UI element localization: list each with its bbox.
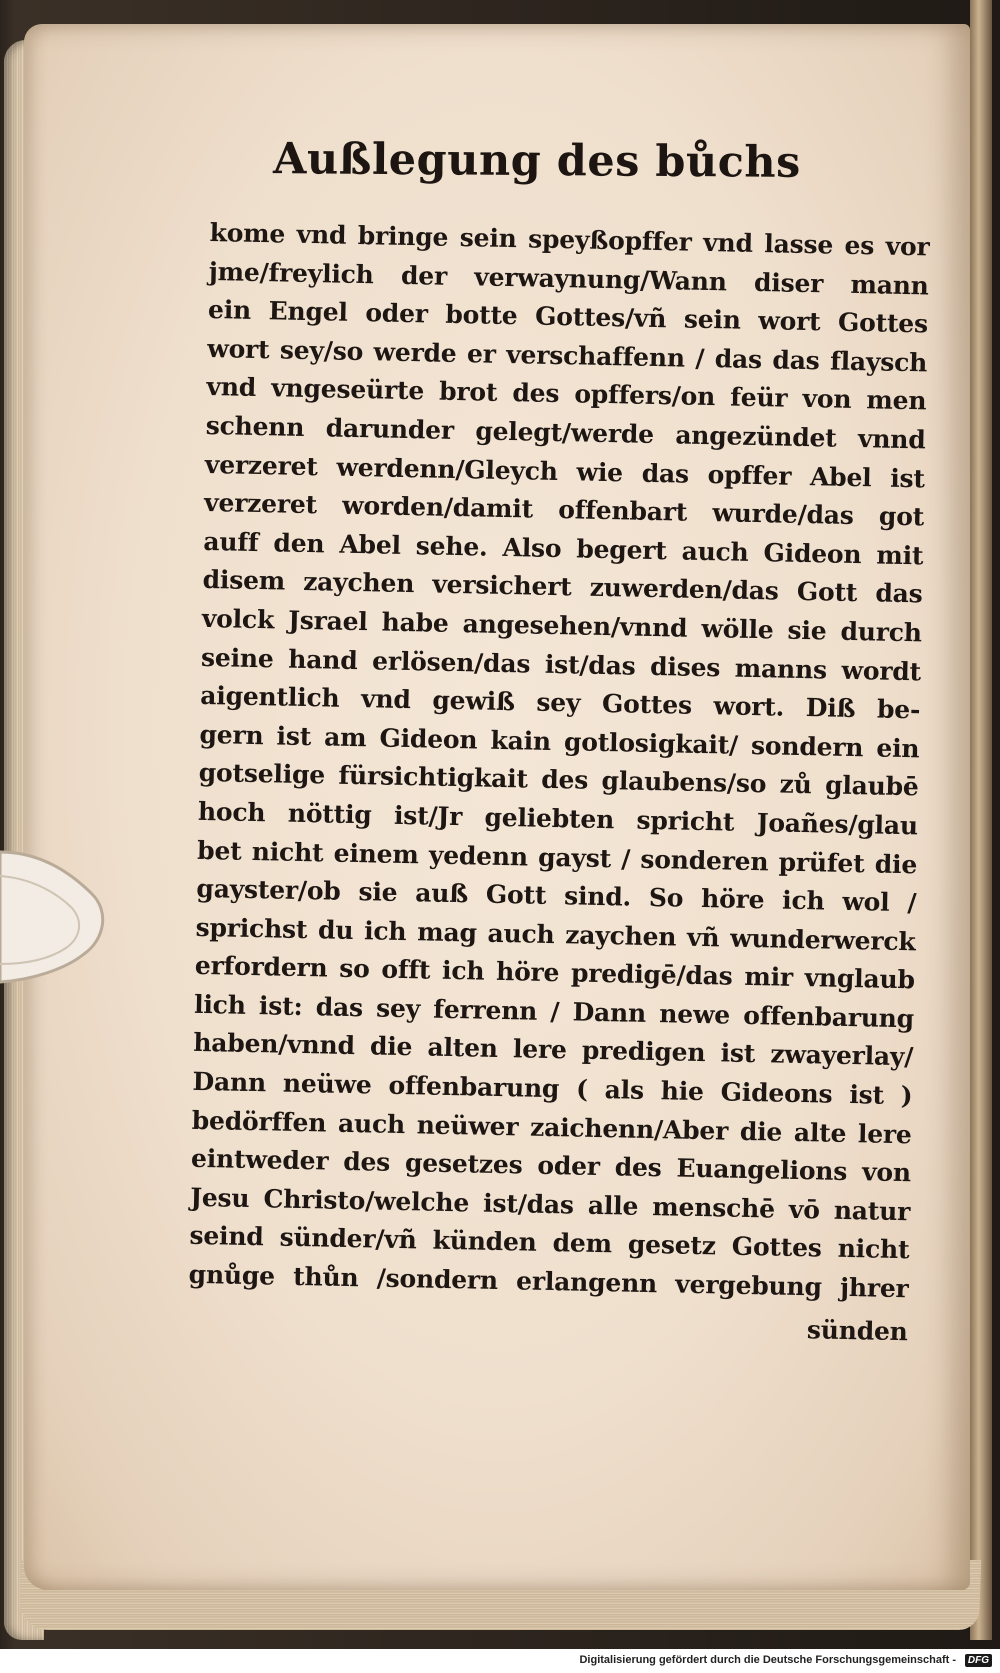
text-line: hoch nöttig ist/Jr geliebten spricht Joañes/glau [197, 796, 919, 841]
text-line: bedörffen auch neüwer zaichenn/Aber die alte lere [191, 1105, 912, 1149]
text-line: auff den Abel sehe. Also begert auch Gideon mit [203, 526, 924, 571]
footer-bar [0, 1649, 1000, 1673]
text-line: haben/vnnd die alten lere predigen ist zwayerlay/ [193, 1028, 914, 1072]
text-line: wort sey/so werde er verschaffenn / das das flaysch [207, 333, 928, 378]
text-line: vnd vngesеürte brot des opffers/on feür von men [206, 372, 927, 416]
digitization-credit: Digitalisierung gefördert durch die Deutsche Forschungsgemeinschaft - [579, 1654, 956, 1666]
text-line: bet nicht einem yedenn gayst / sonderen prüfet die [196, 835, 918, 879]
text-line: gotselige fürsichtigkait des glaubens/so zů glaubē [198, 758, 919, 802]
text-line: verzeret werdenn/Gleych wie das opffer Abel ist [204, 449, 926, 493]
running-head: Außlegung des bůchs [272, 134, 802, 188]
body-text [187, 214, 929, 1351]
text-line: gayster/ob sie auß Gott sind. So höre ich wol / [196, 873, 917, 918]
text-line: aigentlich vnd gewiß sey Gottes wort. Diß be- [200, 681, 921, 725]
text-line: gern ist am Gideon kain gotlosigkait/ sondern ein [199, 719, 920, 764]
text-line: seind sünder/vñ künden dem gesetz Gottes nicht [189, 1221, 910, 1265]
text-line: schenn darunder gelegt/werde angezündet vnnd [205, 410, 926, 455]
catchword: sünden [806, 1314, 909, 1346]
text-line: eintweder des gesetzes oder des Euangelions von [190, 1144, 912, 1188]
text-line: jme/freylich der verwaynung/Wann diser mann [208, 256, 930, 301]
text-line: disem zaychen versichert zuwerden/das Gott das [202, 565, 923, 609]
text-line: Dann neüwe offenbarung ( als hie Gideons ist ) [192, 1066, 913, 1111]
page-clip-icon [0, 842, 110, 990]
book-gutter [970, 0, 992, 1640]
text-line: gnůge thůn /sondern erlangenn vergebung jhrer [188, 1259, 909, 1304]
book-page [24, 24, 970, 1590]
text-line: kome vnd bringe sein speyßopffer vnd lasse es vor [209, 217, 930, 262]
dfg-logo: DFG [965, 1654, 992, 1667]
text-line: ein Engel oder botte Gottes/vñ sein wort Gottes [207, 295, 929, 339]
text-line: Jesu Christo/welche ist/das alle menschē vō natur [189, 1182, 911, 1227]
text-line: volck Jsrael habe angesehen/vnnd wölle sie durch [201, 603, 923, 648]
text-line: sprichst du ich mag auch zaychen vñ wunderwerck [195, 912, 916, 956]
text-line: verzeret worden/damit offenbart wurde/das got [203, 488, 925, 532]
text-line: erfordern so offt ich höre predigē/das mir vnglaub [194, 951, 916, 995]
text-line: lich ist: das sey ferrenn / Dann newe offenbarung [193, 989, 915, 1034]
text-line: seine hand erlösen/das ist/das dises manns wordt [200, 642, 922, 686]
